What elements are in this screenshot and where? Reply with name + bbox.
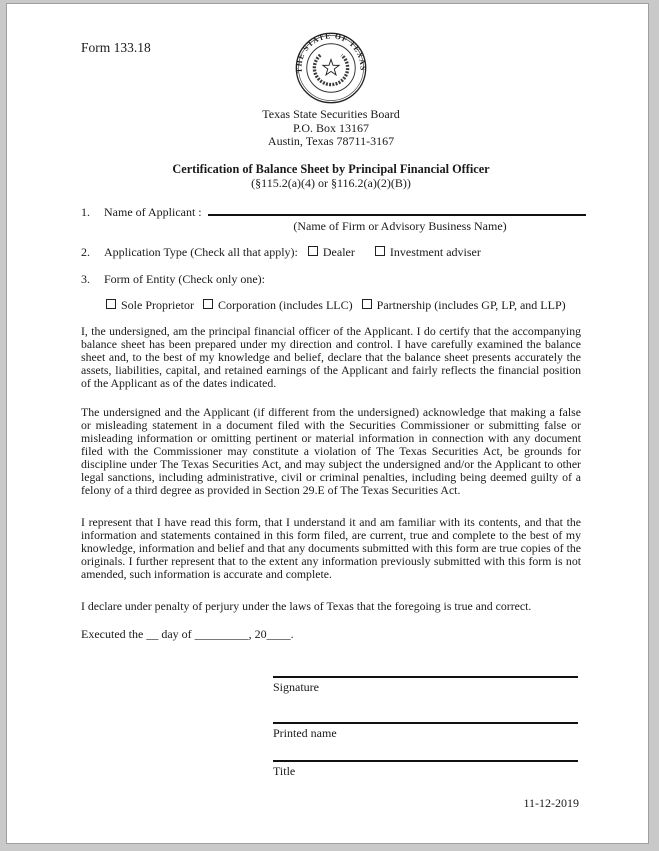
partnership-checkbox[interactable] [362, 299, 372, 309]
texas-state-seal-icon [293, 30, 369, 106]
investment-adviser-label: Investment adviser [389, 245, 481, 259]
item-1-number: 1. [81, 205, 90, 219]
executed-prefix: Executed the [81, 627, 147, 641]
applicant-name-field[interactable] [208, 203, 586, 216]
false-statement-paragraph: The undersigned and the Applicant (if different from the undersigned) acknowledge that making a false or misleading statement in a document filed with the Securities Commissioner or submitting false or misleading information or omitting pertinent or material information in connection with any document filed with the Commissioner may constitute a violation of The Texas Securities Act, be grounds for discipline under The Texas Securities Act, and may subject the undersigned and/or the Applicant to other legal sanctions, including administrative, civil or criminal penalties, including being deemed guilty of a felony of a third degree as provided in Section 29.E of The Texas Securities Act. [81, 405, 581, 497]
item-1-label: Name of Applicant : [104, 205, 202, 219]
item-1-row [81, 203, 586, 219]
dealer-label: Dealer [322, 245, 355, 259]
item-2-number: 2. [81, 245, 90, 259]
item-3-number: 3. [81, 272, 90, 286]
agency-name: Texas State Securities Board [262, 107, 400, 121]
executed-year-prefix: , 20 [248, 627, 267, 641]
sole-proprietor-checkbox[interactable] [106, 299, 116, 309]
agency-address-block [81, 108, 581, 149]
entity-options-row [106, 298, 566, 313]
item-3-row [81, 273, 265, 286]
item-2-row [81, 246, 481, 259]
certification-paragraph: I, the undersigned, am the principal financial officer of the Applicant. I do certify that the accompanying balance sheet has been prepared under my direction and control. I have carefully examined the balance sheet and, to the best of my knowledge and belief, declare that the balance sheet presents accurately the assets, liabilities, capital, and retained earnings of the Applicant and fairly reflects the financial position of the Applicant as of the dates indicated. [81, 324, 581, 390]
corporation-checkbox[interactable] [203, 299, 213, 309]
revision-date: 11-12-2019 [523, 796, 579, 810]
form-page [6, 3, 649, 844]
form-subtitle: (§115.2(a)(4) or §116.2(a)(2)(B)) [251, 176, 411, 190]
signature-block [273, 676, 578, 695]
executed-year-blank[interactable]: ____ [266, 627, 291, 641]
form-number: Form 133.18 [81, 40, 151, 55]
executed-date-line [81, 627, 294, 642]
perjury-declaration: I declare under penalty of perjury under the laws of Texas that the foregoing is true and correct. [81, 599, 532, 613]
partnership-label: Partnership (includes GP, LP, and LLP) [376, 298, 566, 312]
item-3-label: Form of Entity (Check only one): [104, 272, 265, 286]
printed-name-line[interactable] [273, 722, 578, 724]
executed-suffix: . [290, 627, 294, 641]
sole-proprietor-label: Sole Proprietor [121, 298, 194, 312]
printed-name-block [273, 722, 578, 741]
corporation-label: Corporation (includes LLC) [218, 298, 353, 312]
title-line[interactable] [273, 760, 578, 762]
printed-name-label: Printed name [273, 726, 337, 740]
agency-city-state-zip: Austin, Texas 78711-3167 [267, 134, 395, 148]
signature-line[interactable] [273, 676, 578, 678]
agency-po-box: P.O. Box 13167 [292, 120, 369, 135]
investment-adviser-checkbox[interactable] [375, 246, 385, 256]
dealer-checkbox[interactable] [308, 246, 318, 256]
representation-paragraph: I represent that I have read this form, that I understand it and am familiar with its contents, and that the information and statements contained in this form filed, are current, true and complete to the best of my knowledge, information and belief and that any documents submitted with this form are true copies of the originals. I further represent that to the extent any information previously submitted with this form is not amended, such information is accurate and complete. [81, 515, 581, 581]
title-label: Title [273, 764, 296, 778]
seal-text: THE STATE OF TEXAS [294, 31, 368, 74]
form-title: Certification of Balance Sheet by Principal Financial Officer [172, 162, 490, 176]
item-2-label: Application Type (Check all that apply): [104, 245, 298, 259]
executed-mid: day of [158, 627, 195, 641]
title-block [273, 760, 578, 779]
applicant-name-caption: (Name of Firm or Advisory Business Name) [293, 219, 507, 233]
executed-day-blank[interactable]: __ [146, 627, 159, 641]
executed-month-blank[interactable]: _________ [194, 627, 249, 641]
signature-label: Signature [273, 680, 319, 694]
